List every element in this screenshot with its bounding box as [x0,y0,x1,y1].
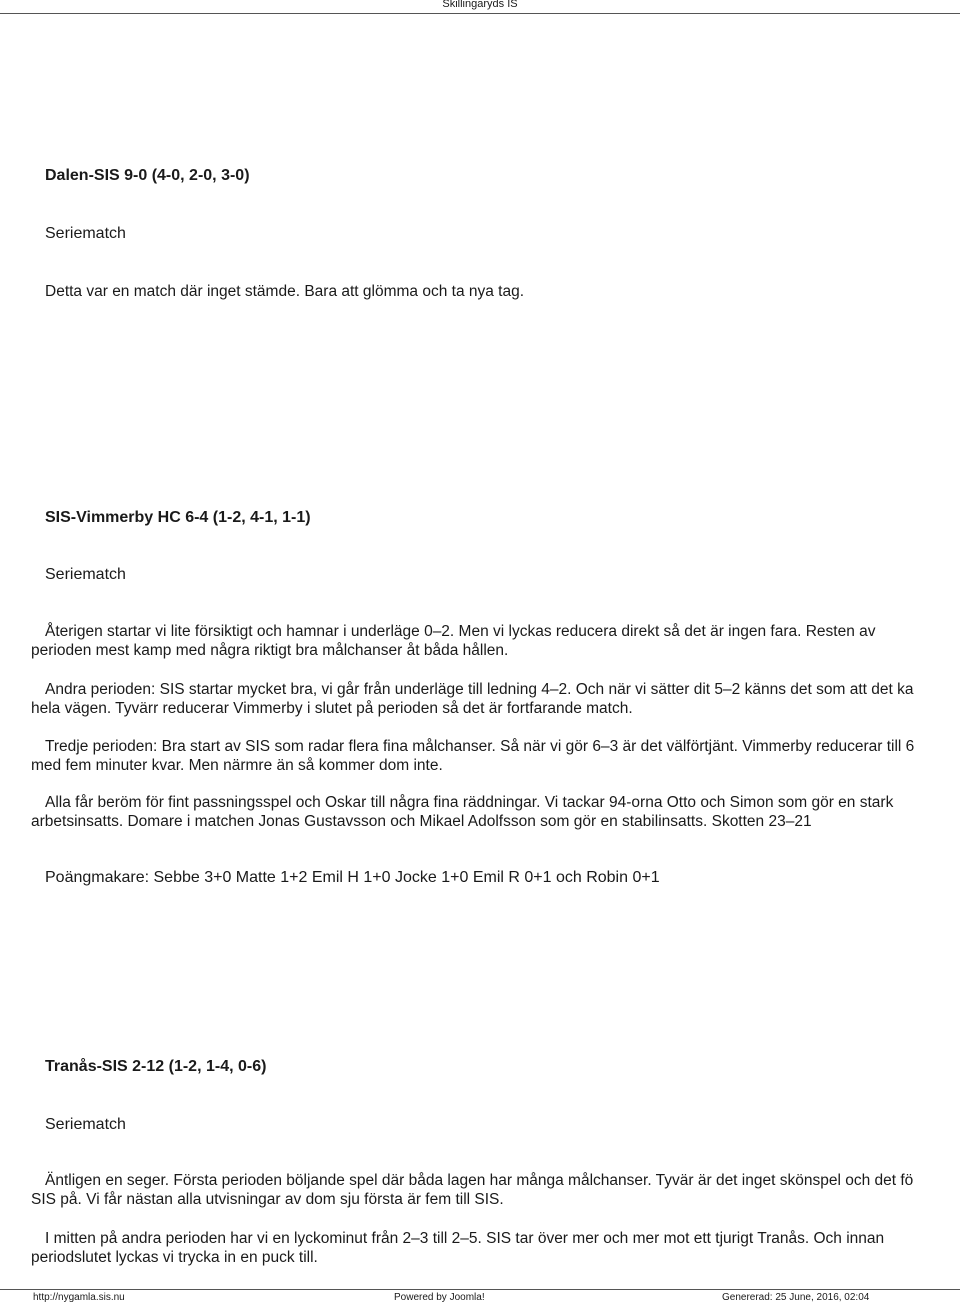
article-paragraph [31,1171,960,1209]
paragraph-line: med fem minuter kvar. Men närmre än så kommer dom inte. [31,757,443,774]
article-title: Tranås-SIS 2-12 (1-2, 1-4, 0-6) [45,1058,267,1075]
paragraph-line: Återigen startar vi lite försiktigt och hamnar i underläge 0–2. Men vi lyckas reducera direkt så det är ingen fara. Resten av [45,623,876,640]
paragraph-line: hela vägen. Tyvärr reducerar Vimmerby i slutet på perioden så det är fortfarande match. [31,700,633,717]
article-paragraph [31,622,960,660]
powered-by-text: Powered by Joomla! [394,1292,485,1303]
paragraph-line: I mitten på andra perioden har vi en lyckominut från 2–3 till 2–5. SIS tar över mer och mer mot ett tjurigt Tranås. Och innan [45,1230,885,1247]
paragraph-line: SIS på. Vi får nästan alla utvisningar av dom sju första är fem till SIS. [31,1191,504,1208]
article-title: SIS-Vimmerby HC 6-4 (1-2, 4-1, 1-1) [45,509,311,526]
paragraph-line: Alla får beröm för fint passningsspel och Oskar till några fina räddningar. Vi tackar 94-orna Otto och Simon som gör en stark [45,794,894,811]
paragraph-line: arbetsinsatts. Domare i matchen Jonas Gustavsson och Mikael Adolfsson som gör en stabilinsatts. Skotten 23–21 [31,813,812,830]
generated-timestamp: Genererad: 25 June, 2016, 02:04 [722,1292,870,1303]
article-category: Seriematch [45,566,126,583]
paragraph-line: perioden mest kamp med några riktigt bra målchanser åt båda hållen. [31,642,509,659]
article-title: Dalen-SIS 9-0 (4-0, 2-0, 3-0) [45,167,250,184]
site-title: Skillingaryds IS [442,0,518,10]
page-footer [0,1289,960,1304]
article-category: Seriematch [45,225,126,242]
page-header [0,0,960,14]
article-category: Seriematch [45,1116,126,1133]
scorers-line: Poängmakare: Sebbe 3+0 Matte 1+2 Emil H 1+0 Jocke 1+0 Emil R 0+1 och Robin 0+1 [45,869,660,886]
article-paragraph [31,737,960,775]
article-paragraph [31,282,960,301]
article-paragraph [31,680,960,718]
paragraph-line: Detta var en match där inget stämde. Bara att glömma och ta nya tag. [45,283,525,300]
paragraph-line: periodslutet lyckas vi trycka in en puck till. [31,1249,318,1266]
site-url-link[interactable]: http://nygamla.sis.nu [33,1292,125,1303]
article-paragraph [31,793,960,831]
article-paragraph [31,1229,960,1267]
paragraph-line: Äntligen en seger. Första perioden böljande spel där båda lagen har många målchanser. Tyvär är det inget skönspel och det fö [45,1172,914,1189]
paragraph-line: Andra perioden: SIS startar mycket bra, vi går från underläge till ledning 4–2. Och när vi sätter dit 5–2 känns det som att det ka [45,681,914,698]
paragraph-line: Tredje perioden: Bra start av SIS som radar flera fina målchanser. Så när vi gör 6–3 är det välförtjänt. Vimmerby reducerar till 6 [45,738,915,755]
